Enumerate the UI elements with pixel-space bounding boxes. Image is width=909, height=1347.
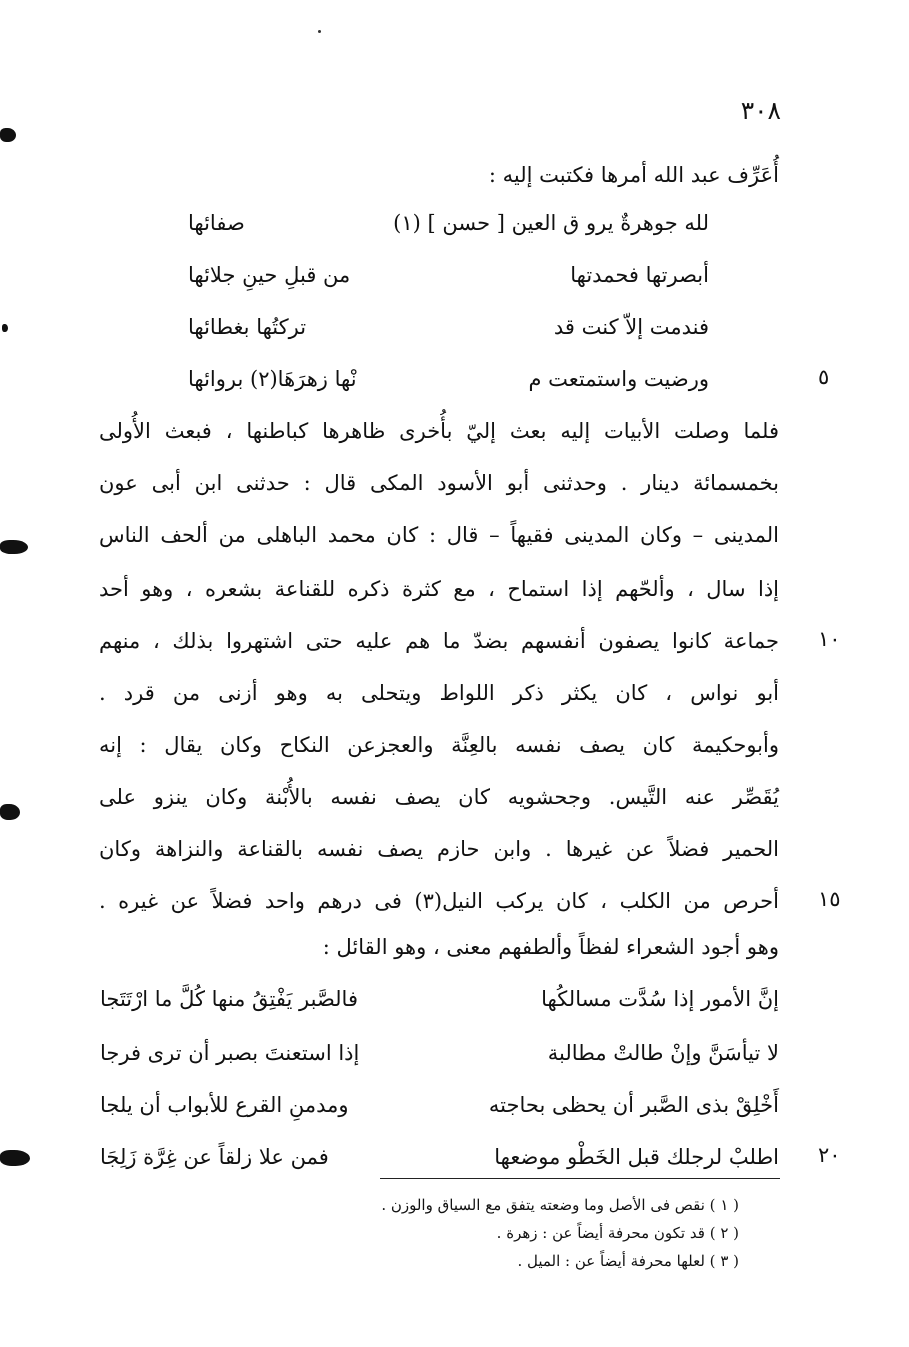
speck xyxy=(318,30,321,33)
intro-line: أُعَرِّف عبد الله أمرها فكتبت إليه : xyxy=(488,163,779,187)
verse-b-right: إنَّ الأمور إذا سُدَّت مسالكُها xyxy=(541,987,779,1011)
verse-a-right: أبصرتها فحمدتها xyxy=(570,263,709,287)
verse-a-right: فندمت إلاّ كنت قد xyxy=(553,315,709,339)
prose-line: إذا سال ، وألحّهم إذا استماح ، مع كثرة ذكره للقناعة بشعره ، وهو أحد xyxy=(99,577,779,601)
line-number: ٥ xyxy=(818,365,830,389)
prose-line: أحرص من الكلب ، كان يركب النيل(٣) فى درهم واحد فضلاً عن غيره . xyxy=(99,889,779,913)
verse-a-left: من قبلِ حينِ جلائها xyxy=(188,263,351,287)
margin-mark xyxy=(2,324,8,332)
line-number: ٢٠ xyxy=(818,1143,841,1167)
prose-line: المدينى – وكان المدينى فقيهاً – قال : كان محمد الباهلى من ألحف الناس xyxy=(99,523,779,547)
margin-mark xyxy=(0,540,28,554)
line-number: ١٠ xyxy=(818,627,841,651)
verse-a-left: نْها زهرَهَا(٢) بروائها xyxy=(188,367,357,391)
verse-a-left: تركتُها بغطائها xyxy=(188,315,307,339)
line-number: ١٥ xyxy=(818,887,841,911)
verse-a-left: صفائها xyxy=(188,211,245,235)
prose-line: بخمسمائة دينار . وحدثنى أبو الأسود المكى قال : حدثنى ابن أبى عون xyxy=(99,471,779,495)
prose-line: فلما وصلت الأبيات إليه بعث إليّ بأُخرى ظاهرها كباطنها ، فبعث الأُولى xyxy=(99,419,779,443)
verse-a-right: ورضيت واستمتعت م xyxy=(528,367,709,391)
verse-b-left: فمن علا زلقاً عن غِرَّة زَلِجَا xyxy=(100,1145,329,1169)
prose-line: وأبوحكيمة كان يصف نفسه بالعِنَّة والعجزعن النكاح وكان يقال : إنه xyxy=(99,733,779,757)
verse-b-left: إذا استعنتَ بصبر أن ترى فرجا xyxy=(100,1041,360,1065)
verse-b-left: فالصَّبر يَفْتِقُ منها كُلَّ ما ارْتَتَجا xyxy=(100,987,358,1011)
footnote: ( ١ ) نقص فى الأصل وما وضعته يتفق مع السياق والوزن . xyxy=(381,1196,739,1214)
prose-line: يُقَصِّر عنه التَّيس. وجحشويه كان يصف نفسه بالأُبْنة وكان ينزو على xyxy=(99,785,779,809)
verse-b-right: لا تيأسَنَّ وإنْ طالتْ مطالبة xyxy=(547,1041,779,1065)
footnote: ( ٣ ) لعلها محرفة أيضاً عن : الميل . xyxy=(517,1252,739,1270)
verse-b-left: ومدمنِ القرع للأبواب أن يلجا xyxy=(100,1093,349,1117)
footnote-rule xyxy=(380,1178,780,1179)
verse-b-right: أَخْلِقْ بذى الصَّبر أن يحظى بحاجته xyxy=(488,1093,779,1117)
page-number: ٣٠٨ xyxy=(740,96,781,125)
closing-line: وهو أجود الشعراء لفظاً وألطفهم معنى ، وهو القائل : xyxy=(322,935,779,959)
margin-mark xyxy=(0,804,20,820)
margin-mark xyxy=(0,128,16,142)
margin-mark xyxy=(0,1150,30,1166)
verse-a-right: لله جوهرةٌ يرو ق العين [ حسن ] (١) xyxy=(393,211,709,235)
footnote: ( ٢ ) قد تكون محرفة أيضاً عن : زهرة . xyxy=(496,1224,739,1242)
prose-line: جماعة كانوا يصفون أنفسهم بضدّ ما هم عليه حتى اشتهروا بذلك ، منهم xyxy=(99,629,779,653)
prose-line: الحمير فضلاً عن غيرها . وابن حازم يصف نفسه بالقناعة والنزاهة وكان xyxy=(99,837,779,861)
prose-line: أبو نواس ، كان يكثر ذكر اللواط ويتحلى به وهو أزنى من قرد . xyxy=(99,681,779,705)
verse-b-right: اطلبْ لرجلك قبل الخَطْو موضعها xyxy=(494,1145,779,1169)
